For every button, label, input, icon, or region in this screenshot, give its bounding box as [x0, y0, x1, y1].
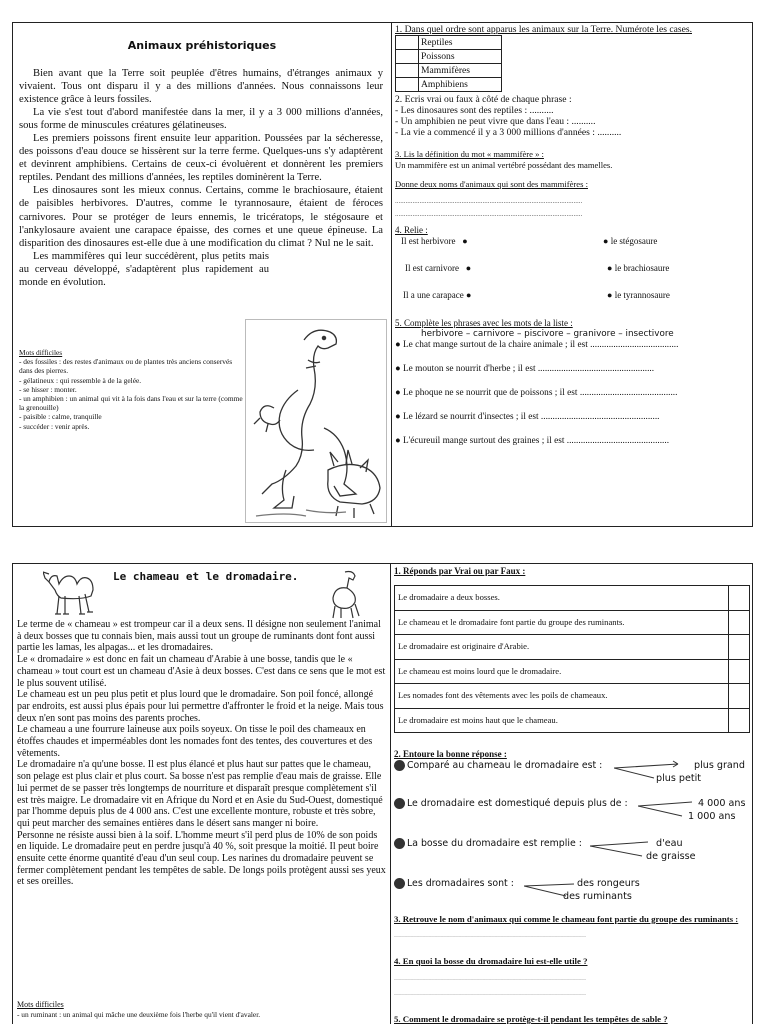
match-left-item[interactable]: Il est carnivore ● [405, 263, 472, 273]
glossary-item: - se hisser : monter. [19, 384, 77, 394]
bullet-icon [394, 760, 405, 771]
paragraph: Le chameau est un peu plus petit et plus lourd que le dromadaire. Son poil foncé, allongé par endroits, est aussi plus épais pour lui permettre d'affronter le froid et la neige. Mais tous deux n'en sont pas moins des parents proches. [17, 689, 384, 724]
match-right-item[interactable]: ● le tyrannosaure [607, 290, 670, 300]
arrow-icon [524, 878, 576, 902]
paragraph: Le « dromadaire » est donc en fait un chameau d'Arabie à une bosse, tandis que le « chameau » tout court est un chameau d'Asie à deux bosses. C'est dans ce sens que le mot est le plus souvent utilisé. [17, 654, 386, 689]
glossary-item: - un ruminant : un animal qui mâche une deuxième fois l'herbe qu'il vient d'avaler. [17, 1010, 261, 1019]
choice-item [394, 878, 752, 918]
vf-line[interactable]: - La vie a commencé il y a 3 000 millions d'années : .......... [395, 127, 622, 138]
glossary [19, 348, 243, 431]
order-table [395, 35, 502, 92]
match-right-item[interactable]: ● le brachiosaure [607, 263, 670, 273]
dinosaur-illustration [245, 319, 387, 523]
fill-line[interactable]: ● Le lézard se nourrit d'insectes ; il est ................................................... [395, 412, 660, 422]
vf-line[interactable]: - Un amphibien ne peut vivre que dans l'eau : .......... [395, 116, 596, 127]
table-row [396, 50, 502, 64]
paragraph: La vie s'est tout d'abord manifestée dans la mer, il y a 3 000 millions d'années, sous forme de minuscules créatures gélatineuses. [19, 107, 383, 132]
paragraph: Bien avant que la Terre soit peuplée d'êtres humains, d'étranges animaux y vivaient. Tous ont disparu il y a des millions d'années. Nous connaissons leur existence grâce à leurs fossiles. [19, 68, 383, 106]
choice-text: Le dromadaire est domestiqué depuis plus de : [407, 798, 628, 809]
match-left-label: Il est carnivore [405, 263, 459, 273]
table-row [395, 708, 750, 733]
choice-option[interactable]: plus grand [694, 760, 745, 771]
answer-line[interactable]: …………………………………………………………………………………… [394, 933, 586, 939]
questions [394, 566, 752, 1024]
worksheet-camel [12, 563, 753, 1024]
table-row [395, 635, 750, 660]
paragraph: Personne ne résiste aussi bien à la soif. L'homme meurt s'il perd plus de 10% de son poids en liquide. Le dromadaire peut en perdre jusqu'à 40 %, soit presque la moitié. Il peut boire ensuite cette énorme quantité d'eau d'un seul coup. Les narines du dromadaire peuvent se fermer complètement pendant les tempêtes de sable. De longs poils protègent aussi ses yeux et ses oreilles. [17, 829, 386, 888]
camel-illustration [43, 568, 95, 623]
choice-text: La bosse du dromadaire est remplie : [407, 838, 582, 849]
reading-text [19, 67, 383, 289]
number-box[interactable] [396, 64, 419, 78]
glossary-item: - un amphibien : un animal qui vit à la fois dans l'eau et sur la terre (comme la grenouille) [19, 394, 243, 413]
reading-column [13, 23, 391, 526]
question-3: 3. Retrouve le nom d'animaux qui comme le chameau font partie du groupe des ruminants : [394, 914, 739, 924]
choice-option[interactable]: des rongeurs [577, 878, 640, 889]
paragraph: Les dinosaures sont les mieux connus. Certains, comme le brachiosaure, étaient de paisibles herbivores. D'autres, comme le tyrannosaure, étaient de féroces carnivores. Pour se protéger de leurs ennemis, le tricératops, le stégosaure et l'ankylosaure avaient une carapace épaisse, des cornes et une queue épineuse. La disparition des dinosaures est-elle due à une modification du climat ? Nul ne le sait. [19, 185, 383, 249]
match-right-item[interactable]: ● le stégosaure [603, 236, 658, 246]
paragraph: Les premiers poissons firent ensuite leur apparition. Poussées par la sécheresse, des poissons d'eau douce se hissèrent sur la terre ferme. Quelques-uns s'y adaptèrent et devinrent amphibiens. Certains de ceux-ci évoluèrent et donnèrent les premiers reptiles. Pendant des millions d'années, les reptiles dominèrent la Terre. [19, 133, 383, 184]
match-right-label: le brachiosaure [614, 263, 670, 273]
table-row [395, 659, 750, 684]
fill-line[interactable]: ● Le chat mange surtout de la chaire animale ; il est ...................................... [395, 340, 679, 350]
choice-option[interactable]: de graisse [646, 851, 696, 862]
question-3: 3. Lis la définition du mot « mammifère » : [395, 149, 544, 159]
fill-text: Le lézard se nourrit d'insectes ; il est ................................................... [402, 412, 660, 422]
answer-line[interactable]: …………………………………………………………………………………… [394, 991, 586, 997]
answer-cell[interactable] [729, 610, 750, 635]
fill-text: Le phoque ne se nourrit que de poissons ; il est .......................................... [402, 388, 678, 398]
table-row [396, 36, 502, 50]
question-1: 1. Réponds par Vrai ou par Faux : [394, 566, 526, 576]
table-row [396, 64, 502, 78]
fill-text: L'écureuil mange surtout des graines ; il est ............................................ [402, 436, 670, 446]
arrow-icon [638, 798, 698, 822]
paragraph: Le terme de « chameau » est trompeur car il a deux sens. Il désigne non seulement l'animal à deux bosses que tu connais bien, mais aussi tout un groupe de ruminants dont font aussi partie les lamas, les alpagas... et les dromadaires. [17, 619, 381, 654]
choice-text: Comparé au chameau le dromadaire est : [407, 760, 603, 771]
arrow-icon [614, 760, 684, 784]
fill-line[interactable]: ● Le mouton se nourrit d'herbe ; il est .................................................. [395, 364, 655, 374]
table-row [395, 586, 750, 611]
page-title: Animaux préhistoriques [127, 39, 277, 52]
paragraph: Les mammifères qui leur succédèrent, plus petits mais au cerveau développé, s'adaptèrent plus rapidement au monde en évolution. [19, 250, 269, 288]
choice-option[interactable]: 4 000 ans [698, 798, 746, 809]
question-5: 5. Comment le dromadaire se protège-t-il pendant les tempêtes de sable ? [394, 1014, 668, 1024]
question-2: 2. Entoure la bonne réponse : [394, 749, 507, 759]
glossary-item: - des fossiles : des restes d'animaux ou de plantes très anciens conservés dans des pierres. [19, 357, 233, 376]
page-title: Le chameau et le dromadaire. [113, 570, 299, 583]
question-2: 2. Ecris vrai ou faux à côté de chaque phrase : [395, 94, 572, 105]
answer-cell[interactable] [729, 659, 750, 684]
statement: Le chameau et le dromadaire font partie du groupe des ruminants. [395, 610, 729, 635]
order-label: Mammifères [419, 64, 502, 78]
true-false-table [394, 585, 750, 733]
answer-cell[interactable] [729, 586, 750, 611]
table-row [395, 684, 750, 709]
number-box[interactable] [396, 36, 419, 50]
choice-item [394, 798, 752, 838]
statement: Le dromadaire est moins haut que le chameau. [395, 708, 729, 733]
worksheet-prehistoric [12, 22, 753, 527]
choice-option[interactable]: des ruminants [563, 891, 632, 902]
statement: Le chameau est moins lourd que le dromadaire. [395, 659, 729, 684]
definition: Un mammifère est un animal vertébré possédant des mamelles. [395, 160, 613, 170]
table-row [396, 78, 502, 92]
fill-line[interactable]: ● L'écureuil mange surtout des graines ; il est ............................................ [395, 436, 670, 446]
answer-line[interactable]: …………………………………………………………………………………… [394, 976, 586, 982]
choice-option[interactable]: plus petit [656, 773, 702, 784]
question-5: 5. Complète les phrases avec les mots de la liste : [395, 318, 573, 328]
answer-line[interactable]: ........................................................................................................... [395, 197, 583, 205]
questions-column [390, 564, 753, 1024]
order-label: Amphibiens [419, 78, 502, 92]
answer-cell[interactable] [729, 635, 750, 660]
matching-exercise [395, 236, 751, 328]
question-3b: Donne deux noms d'animaux qui sont des mammifères : [395, 179, 588, 189]
questions [395, 23, 751, 447]
number-box[interactable] [396, 78, 419, 92]
fill-text: Le chat mange surtout de la chaire animale ; il est ...................................... [402, 340, 679, 350]
answer-line[interactable]: ........................................................................................................... [395, 210, 583, 218]
question-4: 4. Relie : [395, 225, 428, 235]
fill-line[interactable]: ● Le phoque ne se nourrit que de poissons ; il est .......................................... [395, 388, 678, 398]
question-4: 4. En quoi la bosse du dromadaire lui est-elle utile ? [394, 956, 588, 966]
statement: Les nomades font des vêtements avec les poils de chameaux. [395, 684, 729, 709]
arrow-icon [590, 838, 652, 862]
choice-option[interactable]: 1 000 ans [688, 811, 736, 822]
glossary-item: - paisible : calme, tranquille [19, 412, 102, 422]
match-left-label: Il est herbivore [401, 236, 456, 246]
dromedary-illustration [325, 568, 365, 625]
glossary-title: Mots difficiles [19, 348, 63, 357]
glossary-title: Mots difficiles [17, 1000, 64, 1009]
vf-line[interactable]: - Les dinosaures sont des reptiles : .......... [395, 105, 554, 116]
match-left-label: Il a une carapace [403, 290, 464, 300]
match-right-label: le stégosaure [610, 236, 658, 246]
paragraph: Le dromadaire n'a qu'une bosse. Il est plus élancé et plus haut sur pattes que le chameau, son pelage est plus clair et plus court. Sa bosse n'est pas remplie d'eau mais de graisse. Elle lui permet de se passer très longtemps de nourriture et disparaît presque complètement s'il est très maigre. Le dromadaire vit en Afrique du Nord et en Asie du Sud-Ouest, domestiqué par l'homme depuis plus de 4 000 ans. C'est une excellente monture, robuste et très sobre, qui peut marcher des semaines entières dans le désert sans manger ni boire. [17, 759, 383, 829]
glossary [17, 1000, 387, 1020]
match-right-label: le tyrannosaure [614, 290, 670, 300]
bullet-icon [394, 878, 405, 889]
bullet-icon [394, 798, 405, 809]
reading-text [17, 619, 387, 888]
glossary-item: - gélatineux : qui ressemble à de la gelée. [19, 375, 142, 385]
reading-column [13, 564, 390, 1024]
bullet-icon [394, 838, 405, 849]
fill-in-list [395, 340, 751, 447]
choice-item [394, 760, 752, 798]
statement: Le dromadaire est originaire d'Arabie. [395, 635, 729, 660]
answer-cell[interactable] [729, 708, 750, 733]
fill-text: Le mouton se nourrit d'herbe ; il est .................................................. [402, 364, 655, 374]
choice-item [394, 838, 752, 878]
choice-text: Les dromadaires sont : [407, 878, 514, 889]
table-row [395, 610, 750, 635]
question-1: 1. Dans quel ordre sont apparus les animaux sur la Terre. Numérote les cases. [395, 24, 692, 35]
match-left-item[interactable]: Il est herbivore ● [401, 236, 468, 246]
word-list: herbivore – carnivore – piscivore – granivore – insectivore [421, 329, 674, 339]
choice-option[interactable]: d'eau [656, 838, 683, 849]
statement: Le dromadaire a deux bosses. [395, 586, 729, 611]
answer-cell[interactable] [729, 684, 750, 709]
questions-column [391, 23, 753, 526]
paragraph: Le chameau a une fourrure laineuse aux poils soyeux. On tisse le poil des chameaux en étoffes chaudes et imperméables dont les nomades font des tentes, des couvertures et des vêtements. [17, 724, 373, 759]
glossary-item: - succéder : venir après. [19, 421, 90, 431]
match-left-item[interactable]: Il a une carapace ● [403, 290, 472, 300]
order-label: Reptiles [419, 36, 502, 50]
number-box[interactable] [396, 50, 419, 64]
order-label: Poissons [419, 50, 502, 64]
